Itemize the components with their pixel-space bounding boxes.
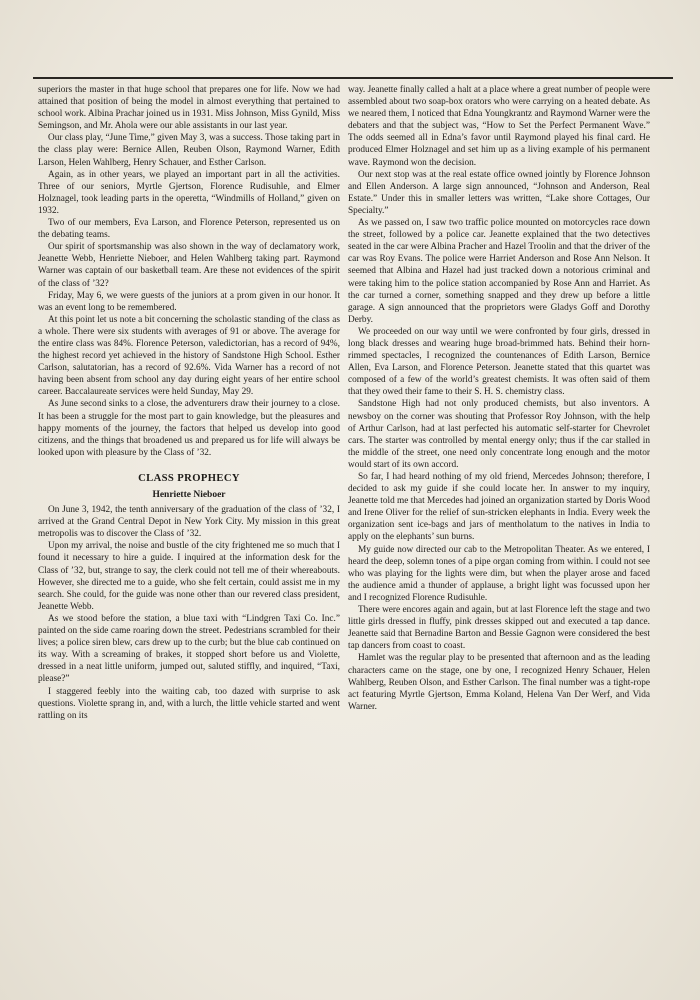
paragraph: Again, as in other years, we played an important part in all the activities. Three of our seniors, Myrtle Gjertson, Florence Rudisuhle, and Elmer Holznagel, took leading parts in the operetta, “Windmills of Holland,” given on 1932. — [38, 169, 340, 216]
paragraph: As June second sinks to a close, the adventurers draw their journey to a close. It has been a struggle for the most part to gain knowledge, but the pleasures and happy moments of the journey, the factors that helped us develop into good citizens, and the things that broadened us and prepared us for life will always be looked upon with pleasure by the Class of ’32. — [38, 399, 340, 458]
paragraph: Upon my arrival, the noise and bustle of the city frightened me so much that I found it necessary to hire a guide. I inquired at the information desk for the Class of ’32, but, strange to say, the clerk could not tell me of their whereabouts. However, she directed me to a guide, who she felt certain, could assist me in my search. She could, for the guide was none other than our revered class president, Jeanette Webb. — [38, 541, 340, 612]
paragraph: Our class play, “June Time,” given May 3, was a success. Those taking part in the class play were: Bernice Allen, Reuben Olson, Raymond Warner, Edith Larson, Helen Wahlberg, Henry Schauer, and Esther Carlson. — [38, 133, 340, 168]
paragraph: Hamlet was the regular play to be presented that afternoon and as the leading characters came on the stage, one by one, I recognized Henry Schauer, Helen Wahlberg, Reuben Olson, and Esther Carlson. The final number was a tight-rope act featuring Myrtle Gjertson, Emma Koland, Helena Van Der Werf, and Vida Warner. — [348, 653, 650, 712]
paragraph: We proceeded on our way until we were confronted by four girls, dressed in long black dresses and wearing huge broad-brimmed hats. Behind their horn-rimmed spectacles, I recognized the countenances of Edith Larson, Bernice Allen, Eva Larson, and Florence Peterson. Jeanette stated that this quartet was composed of a few of the world’s greatest chemists. It was often said of them that they owed their fame to their S. H. S. chemistry class. — [348, 326, 650, 398]
author-byline: Henriette Nieboer — [152, 490, 226, 500]
section-title: CLASS PROPHECY — [138, 472, 240, 484]
paragraph: I staggered feebly into the waiting cab, too dazed with surprise to ask questions. Violette sprang in, and, with a lurch, the little vehicle started and went rattling on its — [38, 686, 340, 721]
paragraph: Sandstone High had not only produced chemists, but also inventors. A newsboy on the corner was shouting that Professor Roy Johnson, with the help of Arthur Carlson, had at last perfected his automatic self-starter for Chevrolet cars. The starter was controlled by mental energy only; thus if the car stalled in the middle of the street, one need only concentrate long enough and the motor would start of its own accord. — [348, 399, 650, 470]
paragraph: As we passed on, I saw two traffic police mounted on motorcycles race down the street, followed by a police car. Jeanette explained that the two detectives seated in the car were Albina Pracher and Hazel Troolin and that the driver of the car was Roy Evans. The police were Harriet Anderson and Rose Ann Nelson. It seemed that Albina and Hazel had just tracked down a notorious criminal and were taking him to the police station accompanied by Rose Ann and Harriet. As the car turned a corner, something snapped and they drew up before a little garage. A sign announced that the proprietors were Gladys Goff and Dorothy Derby. — [348, 218, 650, 325]
right-column — [348, 84, 650, 713]
paragraph: Friday, May 6, we were guests of the juniors at a prom given in our honor. It was an event long to be remembered. — [38, 290, 340, 313]
paragraph: Our next stop was at the real estate office owned jointly by Florence Johnson and Ellen Anderson. A large sign announced, “Johnson and Anderson, Real Estate.” Under this in smaller letters was written, “Lake shore Cottages, Our Specialty.” — [348, 169, 650, 216]
paragraph: My guide now directed our cab to the Metropolitan Theater. As we entered, I heard the deep, solemn tones of a pipe organ coming from within. I could not see who was playing for the lights were dim, but when the player arose and faced the audience amid a thunder of applause, a bright light was focussed upon her and I recognized Florence Rudisuhle. — [348, 544, 650, 603]
paragraph: way. Jeanette finally called a halt at a place where a great number of people were assembled about two soap-box orators who were carrying on a heated debate. As we neared them, I noticed that Edna Youngkrantz and Raymond Warner were the debaters and that the subject was, “How to Set the Perfect Permanent Wave.” The odds seemed all in Edna’s favor until Raymond played his final card. He produced Elmer Holznagel and set him up as a living example of his permanent wave. Raymond won the decision. — [348, 85, 650, 168]
paragraph: Two of our members, Eva Larson, and Florence Peterson, represented us on the debating teams. — [38, 218, 340, 241]
paragraph: superiors the master in that huge school that prepares one for life. Now we had attained that position of being the model in almost everything that pertained to school work. Albina Prachar joined us in 1931. Miss Johnson, Miss Gynild, Miss Semingson, and Mr. Ahola were our able assistants in our last year. — [38, 85, 340, 132]
paragraph: On June 3, 1942, the tenth anniversary of the graduation of the class of ’32, I arrived at the Grand Central Depot in New York City. My mission in this great metropolis was to discover the Class of ’32. — [38, 505, 340, 540]
paragraph: So far, I had heard nothing of my old friend, Mercedes Johnson; therefore, I decided to ask my guide if she could locate her. In answer to my inquiry, Jeanette told me that Mercedes had joined an organization started by Doris Wood and Irene Oliver for the relief of sun-stricken elephants in India. Every week the organization sent ice-bags and jars of mentholatum to the natives in India to apply on the elephants’ sun burns. — [348, 472, 651, 543]
paragraph: Our spirit of sportsmanship was also shown in the way of declamatory work, Jeanette Webb, Henriette Nieboer, and Helen Wahlberg taking part. Raymond Warner was captain of our basketball team. Are these not evidences of the spirit of the class of ’32? — [38, 242, 340, 289]
paragraph: As we stood before the station, a blue taxi with “Lindgren Taxi Co. Inc.” painted on the side came roaring down the street. Pedestrians scrambled for their lives; a police siren blew, cars drew up to the curb; but the blue cab continued on its way. With a screaming of brakes, it stopped short before us and Violette, dressed in a neat little uniform, jumped out, saluted stiffly, and inquired, “Taxi, please?” — [38, 613, 340, 685]
left-column — [38, 84, 340, 722]
header-rule — [33, 77, 673, 79]
paragraph: At this point let us note a bit concerning the scholastic standing of the class as a whole. There were six students with averages of 91 or above. The average for the entire class was 84%. Florence Peterson, valedictorian, has a record of 94%, the highest record yet achieved in the history of Sandstone High School. Esther Carlson, salutatorian, has a record of 92.6%. Vida Warner has a record of not having been absent from school any day during eight years of her entire school career. Baccalaureate services were held Sunday, May 29. — [38, 314, 340, 398]
paragraph: There were encores again and again, but at last Florence left the stage and two little girls dressed in fluffy, pink dresses skipped out and executed a tap dance. Jeanette said that Bernadine Barton and Bessie Gagnon were considered the best tap dancers from coast to coast. — [348, 605, 650, 652]
